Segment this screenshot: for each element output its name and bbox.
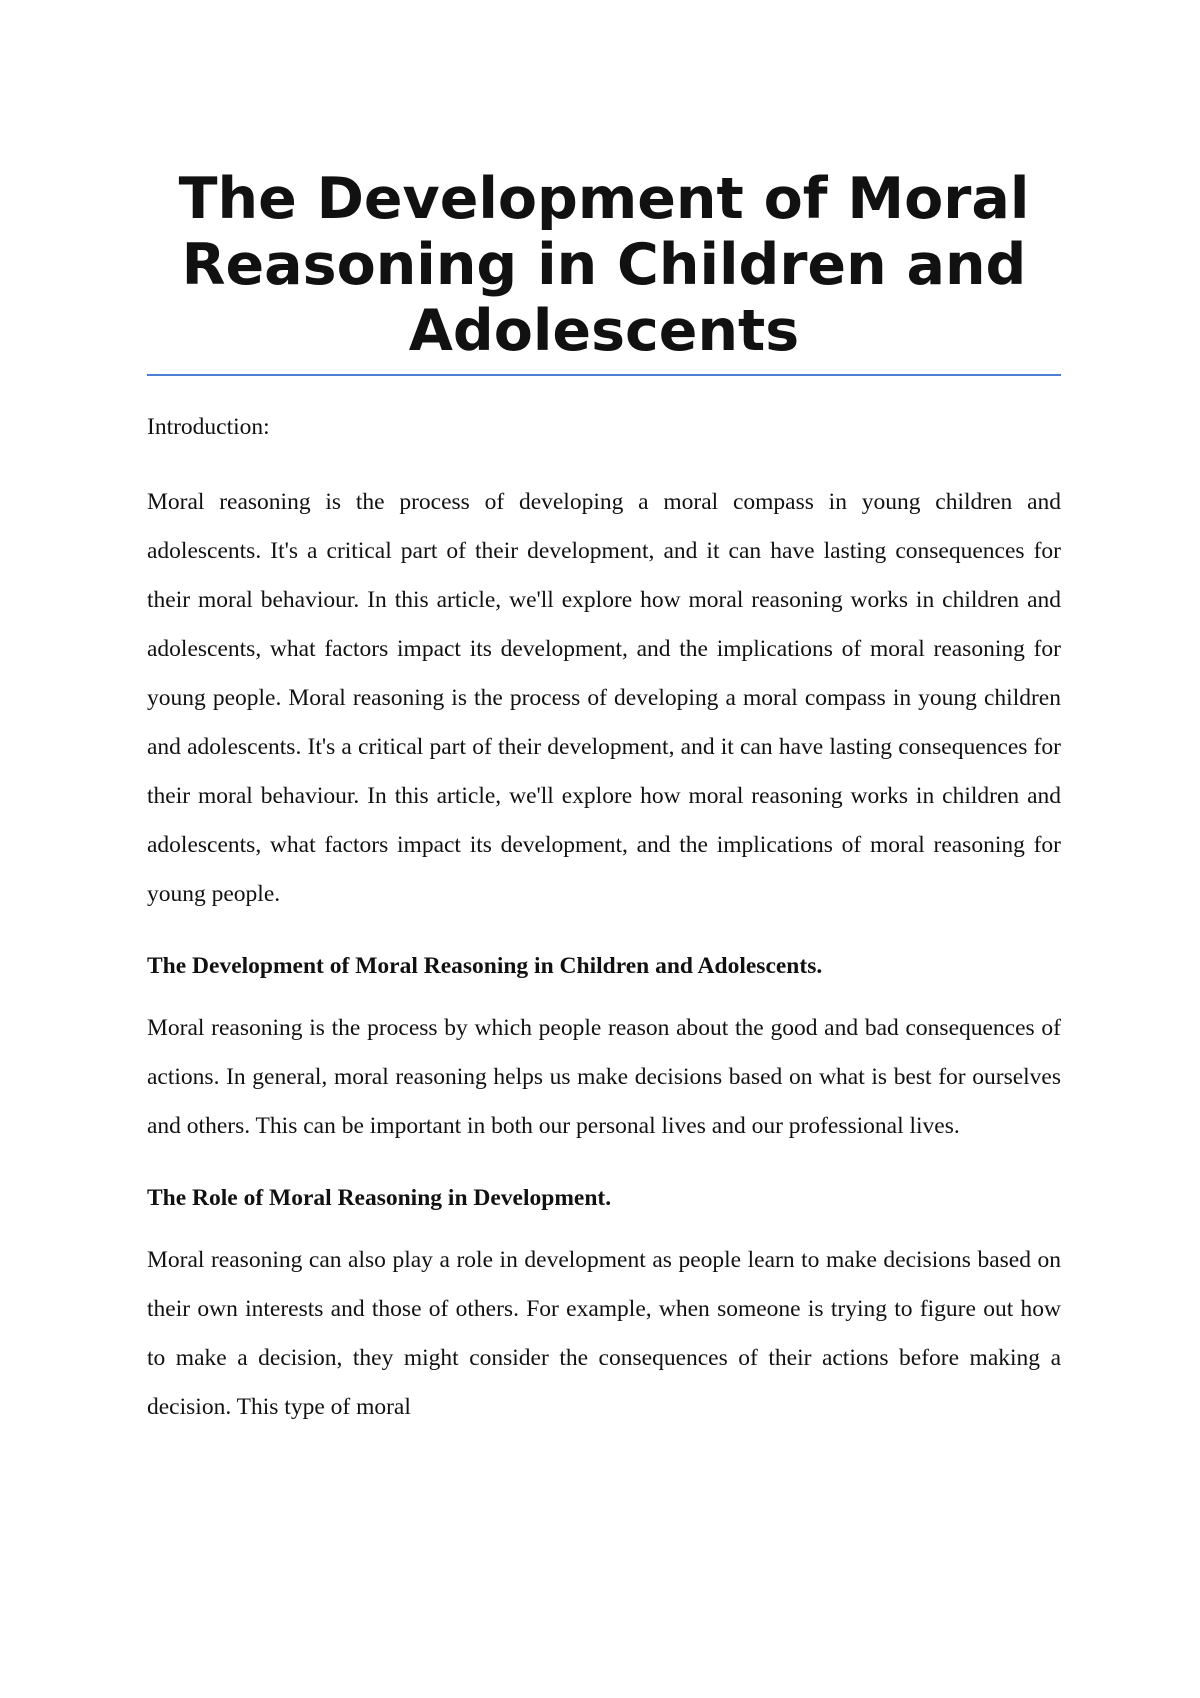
section-heading-role: The Role of Moral Reasoning in Development.: [147, 1185, 612, 1211]
role-paragraph: Moral reasoning can also play a role in development as people learn to make decisions based on their own interests and those of others. For example, when someone is trying to figure out how to make a decision, they might consider the consequences of their actions before making a decision. This type of moral: [147, 1247, 1061, 1420]
document-title: The Development of Moral Reasoning in Children and Adolescents: [147, 166, 1061, 376]
intro-paragraph: Moral reasoning is the process of developing a moral compass in young children and adolescents. It's a critical part of their development, and it can have lasting consequences for their moral behaviour. In this article, we'll explore how moral reasoning works in children and adolescents, what factors impact its development, and the implications of moral reasoning for young people. Moral reasoning is the process of developing a moral compass in young children and adolescents. It's a critical part of their development, and it can have lasting consequences for their moral behaviour. In this article, we'll explore how moral reasoning works in children and adolescents, what factors impact its development, and the implications of moral reasoning for young people.: [147, 489, 1061, 907]
document-body: [147, 166, 1061, 1432]
development-paragraph: Moral reasoning is the process by which people reason about the good and bad consequences of actions. In general, moral reasoning helps us make decisions based on what is best for ourselves and others. This can be important in both our personal lives and our professional lives.: [147, 1015, 1061, 1139]
intro-label: Introduction:: [147, 414, 270, 440]
section-heading-development: The Development of Moral Reasoning in Children and Adolescents.: [147, 953, 823, 979]
